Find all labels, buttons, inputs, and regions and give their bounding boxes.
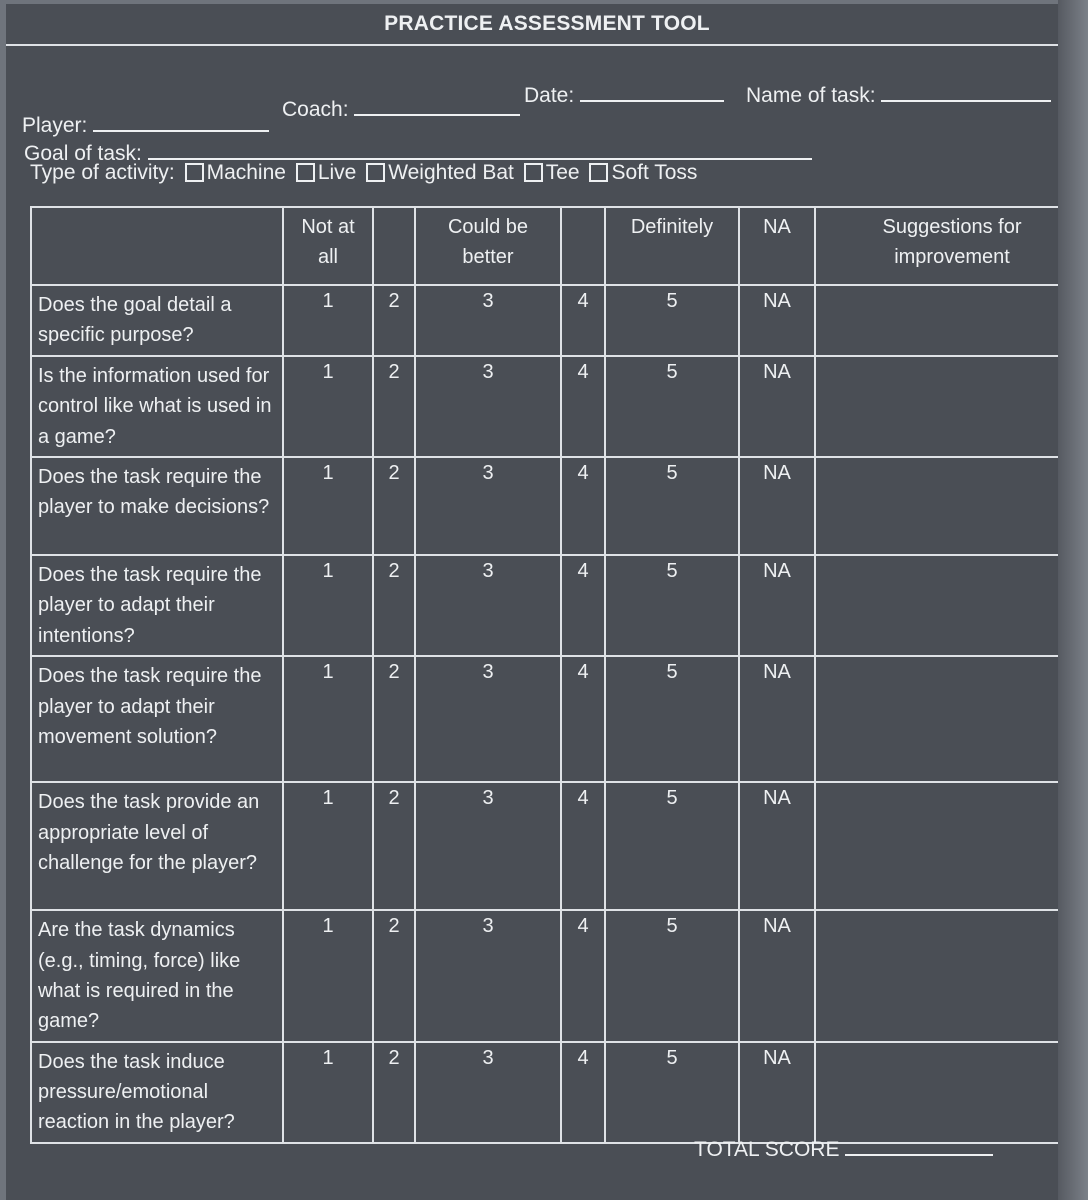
column-header: Not at all (283, 207, 373, 285)
table-row (31, 656, 1088, 782)
rating-5-cell[interactable]: 5 (605, 782, 739, 910)
suggestion-cell[interactable] (815, 782, 1088, 910)
question-cell: Does the task induce pressure/emotional reaction in the player? (31, 1042, 283, 1143)
rating-1-cell[interactable]: 1 (283, 910, 373, 1042)
total-score-label: TOTAL SCORE (694, 1138, 840, 1161)
rating-1-cell[interactable]: 1 (283, 457, 373, 555)
column-header: Suggestions for improvement (815, 207, 1088, 285)
assessment-table (30, 206, 1088, 1144)
assessment-sheet (6, 4, 1088, 1200)
question-cell: Does the task require the player to adapt their intentions? (31, 555, 283, 656)
table-row (31, 782, 1088, 910)
column-header (561, 207, 605, 285)
rating-4-cell[interactable]: 4 (561, 555, 605, 656)
total-score-input[interactable] (845, 1153, 993, 1156)
live-checkbox[interactable] (296, 163, 315, 182)
rating-2-cell[interactable]: 2 (373, 555, 415, 656)
activity-options (30, 161, 697, 185)
machine-checkbox[interactable] (185, 163, 204, 182)
rating-5-cell[interactable]: 5 (605, 1042, 739, 1143)
player-input[interactable] (93, 129, 269, 132)
date-field[interactable] (524, 84, 724, 108)
rating-na-cell[interactable]: NA (739, 285, 815, 356)
rating-4-cell[interactable]: 4 (561, 782, 605, 910)
rating-5-cell[interactable]: 5 (605, 457, 739, 555)
rating-na-cell[interactable]: NA (739, 555, 815, 656)
rating-1-cell[interactable]: 1 (283, 356, 373, 457)
rating-5-cell[interactable]: 5 (605, 356, 739, 457)
column-header: Could be better (415, 207, 561, 285)
coach-field[interactable] (282, 98, 520, 122)
rating-5-cell[interactable]: 5 (605, 656, 739, 782)
question-cell: Does the task require the player to adapt their movement solution? (31, 656, 283, 782)
table-row (31, 1042, 1088, 1143)
question-cell: Is the information used for control like what is used in a game? (31, 356, 283, 457)
task-name-field[interactable] (746, 84, 1051, 108)
coach-input[interactable] (354, 113, 520, 116)
table-row (31, 555, 1088, 656)
table-row (31, 457, 1088, 555)
page-edge (1058, 0, 1088, 1200)
rating-4-cell[interactable]: 4 (561, 656, 605, 782)
table-row (31, 285, 1088, 356)
rating-3-cell[interactable]: 3 (415, 356, 561, 457)
rating-2-cell[interactable]: 2 (373, 356, 415, 457)
task-name-label: Name of task: (746, 84, 876, 107)
rating-4-cell[interactable]: 4 (561, 1042, 605, 1143)
table-row (31, 910, 1088, 1042)
suggestion-cell[interactable] (815, 1042, 1088, 1143)
page-title: PRACTICE ASSESSMENT TOOL (384, 12, 710, 35)
rating-2-cell[interactable]: 2 (373, 782, 415, 910)
question-cell: Does the task require the player to make decisions? (31, 457, 283, 555)
tee-option-label: Tee (545, 161, 580, 184)
rating-1-cell[interactable]: 1 (283, 555, 373, 656)
rating-3-cell[interactable]: 3 (415, 1042, 561, 1143)
rating-4-cell[interactable]: 4 (561, 910, 605, 1042)
table-header-row (31, 207, 1088, 285)
rating-4-cell[interactable]: 4 (561, 457, 605, 555)
question-cell: Does the task provide an appropriate level of challenge for the player? (31, 782, 283, 910)
total-score-field[interactable] (694, 1138, 993, 1162)
rating-5-cell[interactable]: 5 (605, 285, 739, 356)
table-row (31, 356, 1088, 457)
player-field[interactable] (22, 114, 269, 138)
rating-na-cell[interactable]: NA (739, 1042, 815, 1143)
suggestion-cell[interactable] (815, 457, 1088, 555)
rating-3-cell[interactable]: 3 (415, 457, 561, 555)
column-header: NA (739, 207, 815, 285)
rating-4-cell[interactable]: 4 (561, 285, 605, 356)
suggestion-cell[interactable] (815, 656, 1088, 782)
weighted-bat-option-label: Weighted Bat (388, 161, 514, 184)
rating-5-cell[interactable]: 5 (605, 910, 739, 1042)
rating-na-cell[interactable]: NA (739, 910, 815, 1042)
rating-na-cell[interactable]: NA (739, 457, 815, 555)
title-divider (6, 44, 1088, 46)
suggestion-cell[interactable] (815, 356, 1088, 457)
suggestion-cell[interactable] (815, 285, 1088, 356)
tee-checkbox[interactable] (524, 163, 543, 182)
soft-toss-option-label: Soft Toss (611, 161, 698, 184)
column-header: Definitely (605, 207, 739, 285)
question-header (31, 207, 283, 285)
rating-2-cell[interactable]: 2 (373, 457, 415, 555)
rating-2-cell[interactable]: 2 (373, 285, 415, 356)
question-cell: Are the task dynamics (e.g., timing, force) like what is required in the game? (31, 910, 283, 1042)
rating-3-cell[interactable]: 3 (415, 285, 561, 356)
activity-label: Type of activity: (30, 161, 175, 184)
rating-5-cell[interactable]: 5 (605, 555, 739, 656)
soft-toss-checkbox[interactable] (589, 163, 608, 182)
rating-3-cell[interactable]: 3 (415, 656, 561, 782)
rating-2-cell[interactable]: 2 (373, 1042, 415, 1143)
task-name-input[interactable] (881, 99, 1051, 102)
rating-1-cell[interactable]: 1 (283, 1042, 373, 1143)
rating-1-cell[interactable]: 1 (283, 285, 373, 356)
machine-option-label: Machine (206, 161, 286, 184)
column-header (373, 207, 415, 285)
rating-na-cell[interactable]: NA (739, 356, 815, 457)
rating-na-cell[interactable]: NA (739, 782, 815, 910)
suggestion-cell[interactable] (815, 910, 1088, 1042)
question-cell: Does the goal detail a specific purpose? (31, 285, 283, 356)
player-label: Player: (22, 114, 88, 137)
rating-na-cell[interactable]: NA (739, 656, 815, 782)
rating-3-cell[interactable]: 3 (415, 782, 561, 910)
coach-label: Coach: (282, 98, 349, 121)
date-input[interactable] (580, 99, 724, 102)
rating-4-cell[interactable]: 4 (561, 356, 605, 457)
live-option-label: Live (317, 161, 357, 184)
rating-1-cell[interactable]: 1 (283, 782, 373, 910)
goal-input[interactable] (148, 157, 812, 160)
rating-1-cell[interactable]: 1 (283, 656, 373, 782)
rating-2-cell[interactable]: 2 (373, 656, 415, 782)
goal-label: Goal of task: (24, 142, 142, 165)
date-label: Date: (524, 84, 575, 107)
rating-3-cell[interactable]: 3 (415, 555, 561, 656)
suggestion-cell[interactable] (815, 555, 1088, 656)
weighted-bat-checkbox[interactable] (366, 163, 385, 182)
rating-2-cell[interactable]: 2 (373, 910, 415, 1042)
rating-3-cell[interactable]: 3 (415, 910, 561, 1042)
